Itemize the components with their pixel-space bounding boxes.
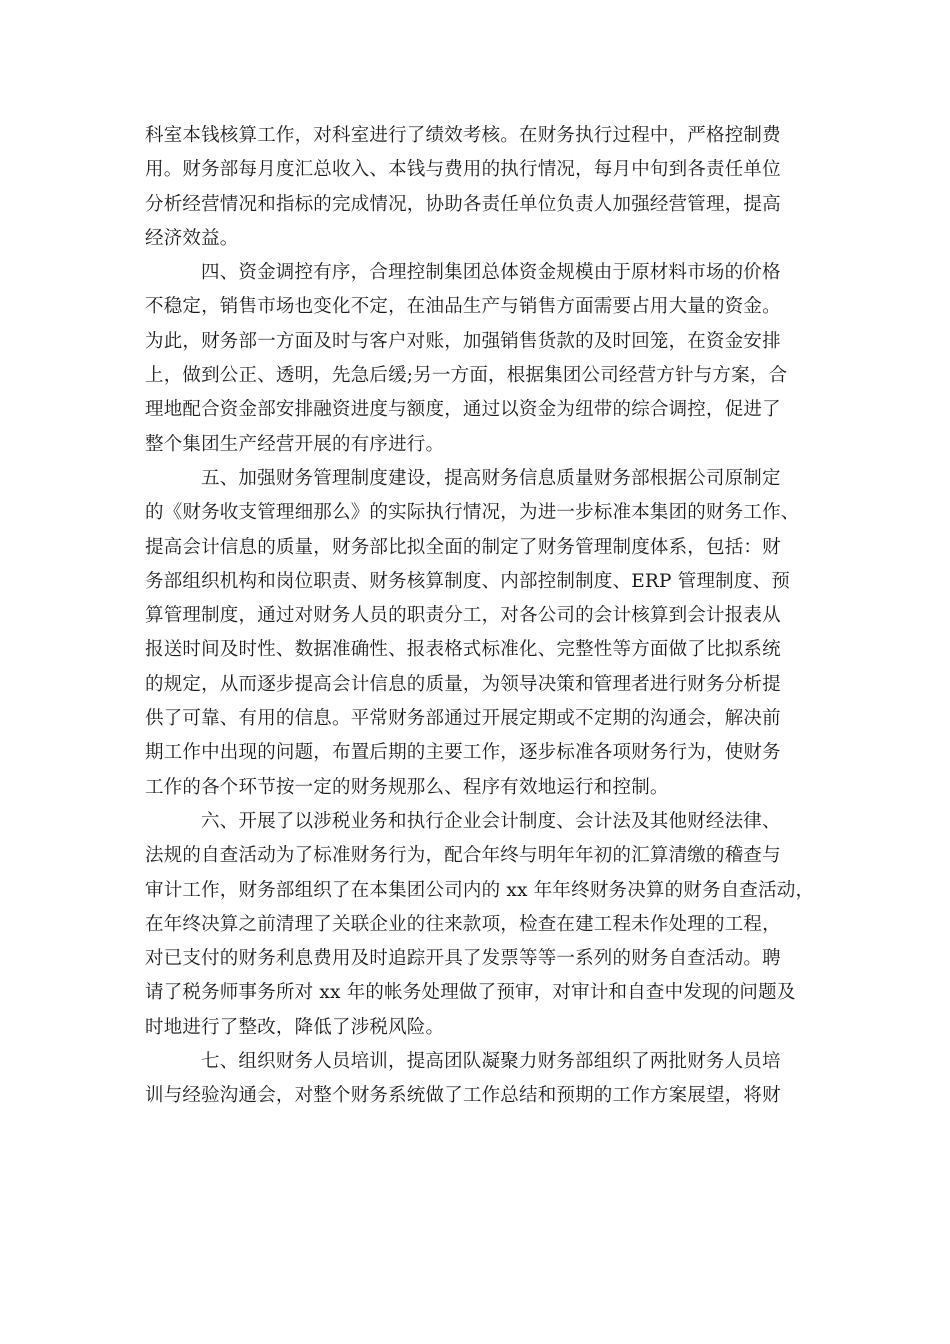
paragraph-heading-6: 六、开展了以涉税业务和执行企业会计制度、会计法及其他财经法律、 <box>201 810 781 832</box>
text-line: 请了税务师事务所对 xx 年的帐务处理做了预审，对审计和自查中发现的问题及 <box>145 982 796 1004</box>
document-body <box>145 119 825 1114</box>
text-line: 算管理制度，通过对财务人员的职责分工，对各公司的会计核算到会计报表从 <box>145 605 781 627</box>
text-line: 整个集团生产经营开展的有序进行。 <box>145 433 445 455</box>
text-line: 法规的自查活动为了标准财务行为，配合年终与明年年初的汇算清缴的稽查与 <box>145 845 781 867</box>
text-line: 不稳定，销售市场也变化不定，在油品生产与销售方面需要占用大量的资金。 <box>145 296 781 318</box>
text-line: 的《财务收支管理细那么》的实际执行情况，为进一步标准本集团的财务工作、 <box>145 502 800 524</box>
text-line: 经济效益。 <box>145 227 239 249</box>
text-line: 报送时间及时性、数据准确性、报表格式标准化、完整性等方面做了比拟系统 <box>145 639 781 661</box>
text-line: 的规定，从而逐步提高会计信息的质量，为领导决策和管理者进行财务分析提 <box>145 673 781 695</box>
text-line: 工作的各个环节按一定的财务规那么、程序有效地运行和控制。 <box>145 776 669 798</box>
text-line: 分析经营情况和指标的完成情况，协助各责任单位负责人加强经营管理，提高 <box>145 193 781 215</box>
paragraph-heading-4: 四、资金调控有序，合理控制集团总体资金规模由于原材料市场的价格 <box>201 262 781 284</box>
text-line: 期工作中出现的问题，布置后期的主要工作，逐步标准各项财务行为，使财务 <box>145 742 781 764</box>
text-line: 在年终决算之前清理了关联企业的往来款项，检查在建工程未作处理的工程， <box>145 913 781 935</box>
text-line: 为此，财务部一方面及时与客户对账，加强销售货款的及时回笼，在资金安排 <box>145 330 781 352</box>
text-line: 对已支付的财务利息费用及时追踪开具了发票等等一系列的财务自查活动。聘 <box>145 948 781 970</box>
text-line: 上，做到公正、透明，先急后缓;另一方面，根据集团公司经营方针与方案，合 <box>145 365 788 387</box>
text-line: 时地进行了整改，降低了涉税风险。 <box>145 1016 445 1038</box>
paragraph-heading-5: 五、加强财务管理制度建设，提高财务信息质量财务部根据公司原制定 <box>201 467 781 489</box>
paragraph-heading-7: 七、组织财务人员培训，提高团队凝聚力财务部组织了两批财务人员培 <box>201 1051 781 1073</box>
text-line: 务部组织机构和岗位职责、财务核算制度、内部控制制度、ERP 管理制度、预 <box>145 570 790 592</box>
text-line: 供了可靠、有用的信息。平常财务部通过开展定期或不定期的沟通会，解决前 <box>145 708 781 730</box>
text-line: 提高会计信息的质量，财务部比拟全面的制定了财务管理制度体系，包括：财 <box>145 536 781 558</box>
text-line: 用。财务部每月度汇总收入、本钱与费用的执行情况，每月中旬到各责任单位 <box>145 159 781 181</box>
text-line: 训与经验沟通会，对整个财务系统做了工作总结和预期的工作方案展望，将财 <box>145 1085 781 1107</box>
text-line: 理地配合资金部安排融资进度与额度，通过以资金为纽带的综合调控，促进了 <box>145 399 781 421</box>
text-line: 审计工作，财务部组织了在本集团公司内的 xx 年年终财务决算的财务自查活动， <box>145 879 815 901</box>
text-line: 科室本钱核算工作，对科室进行了绩效考核。在财务执行过程中，严格控制费 <box>145 125 781 146</box>
